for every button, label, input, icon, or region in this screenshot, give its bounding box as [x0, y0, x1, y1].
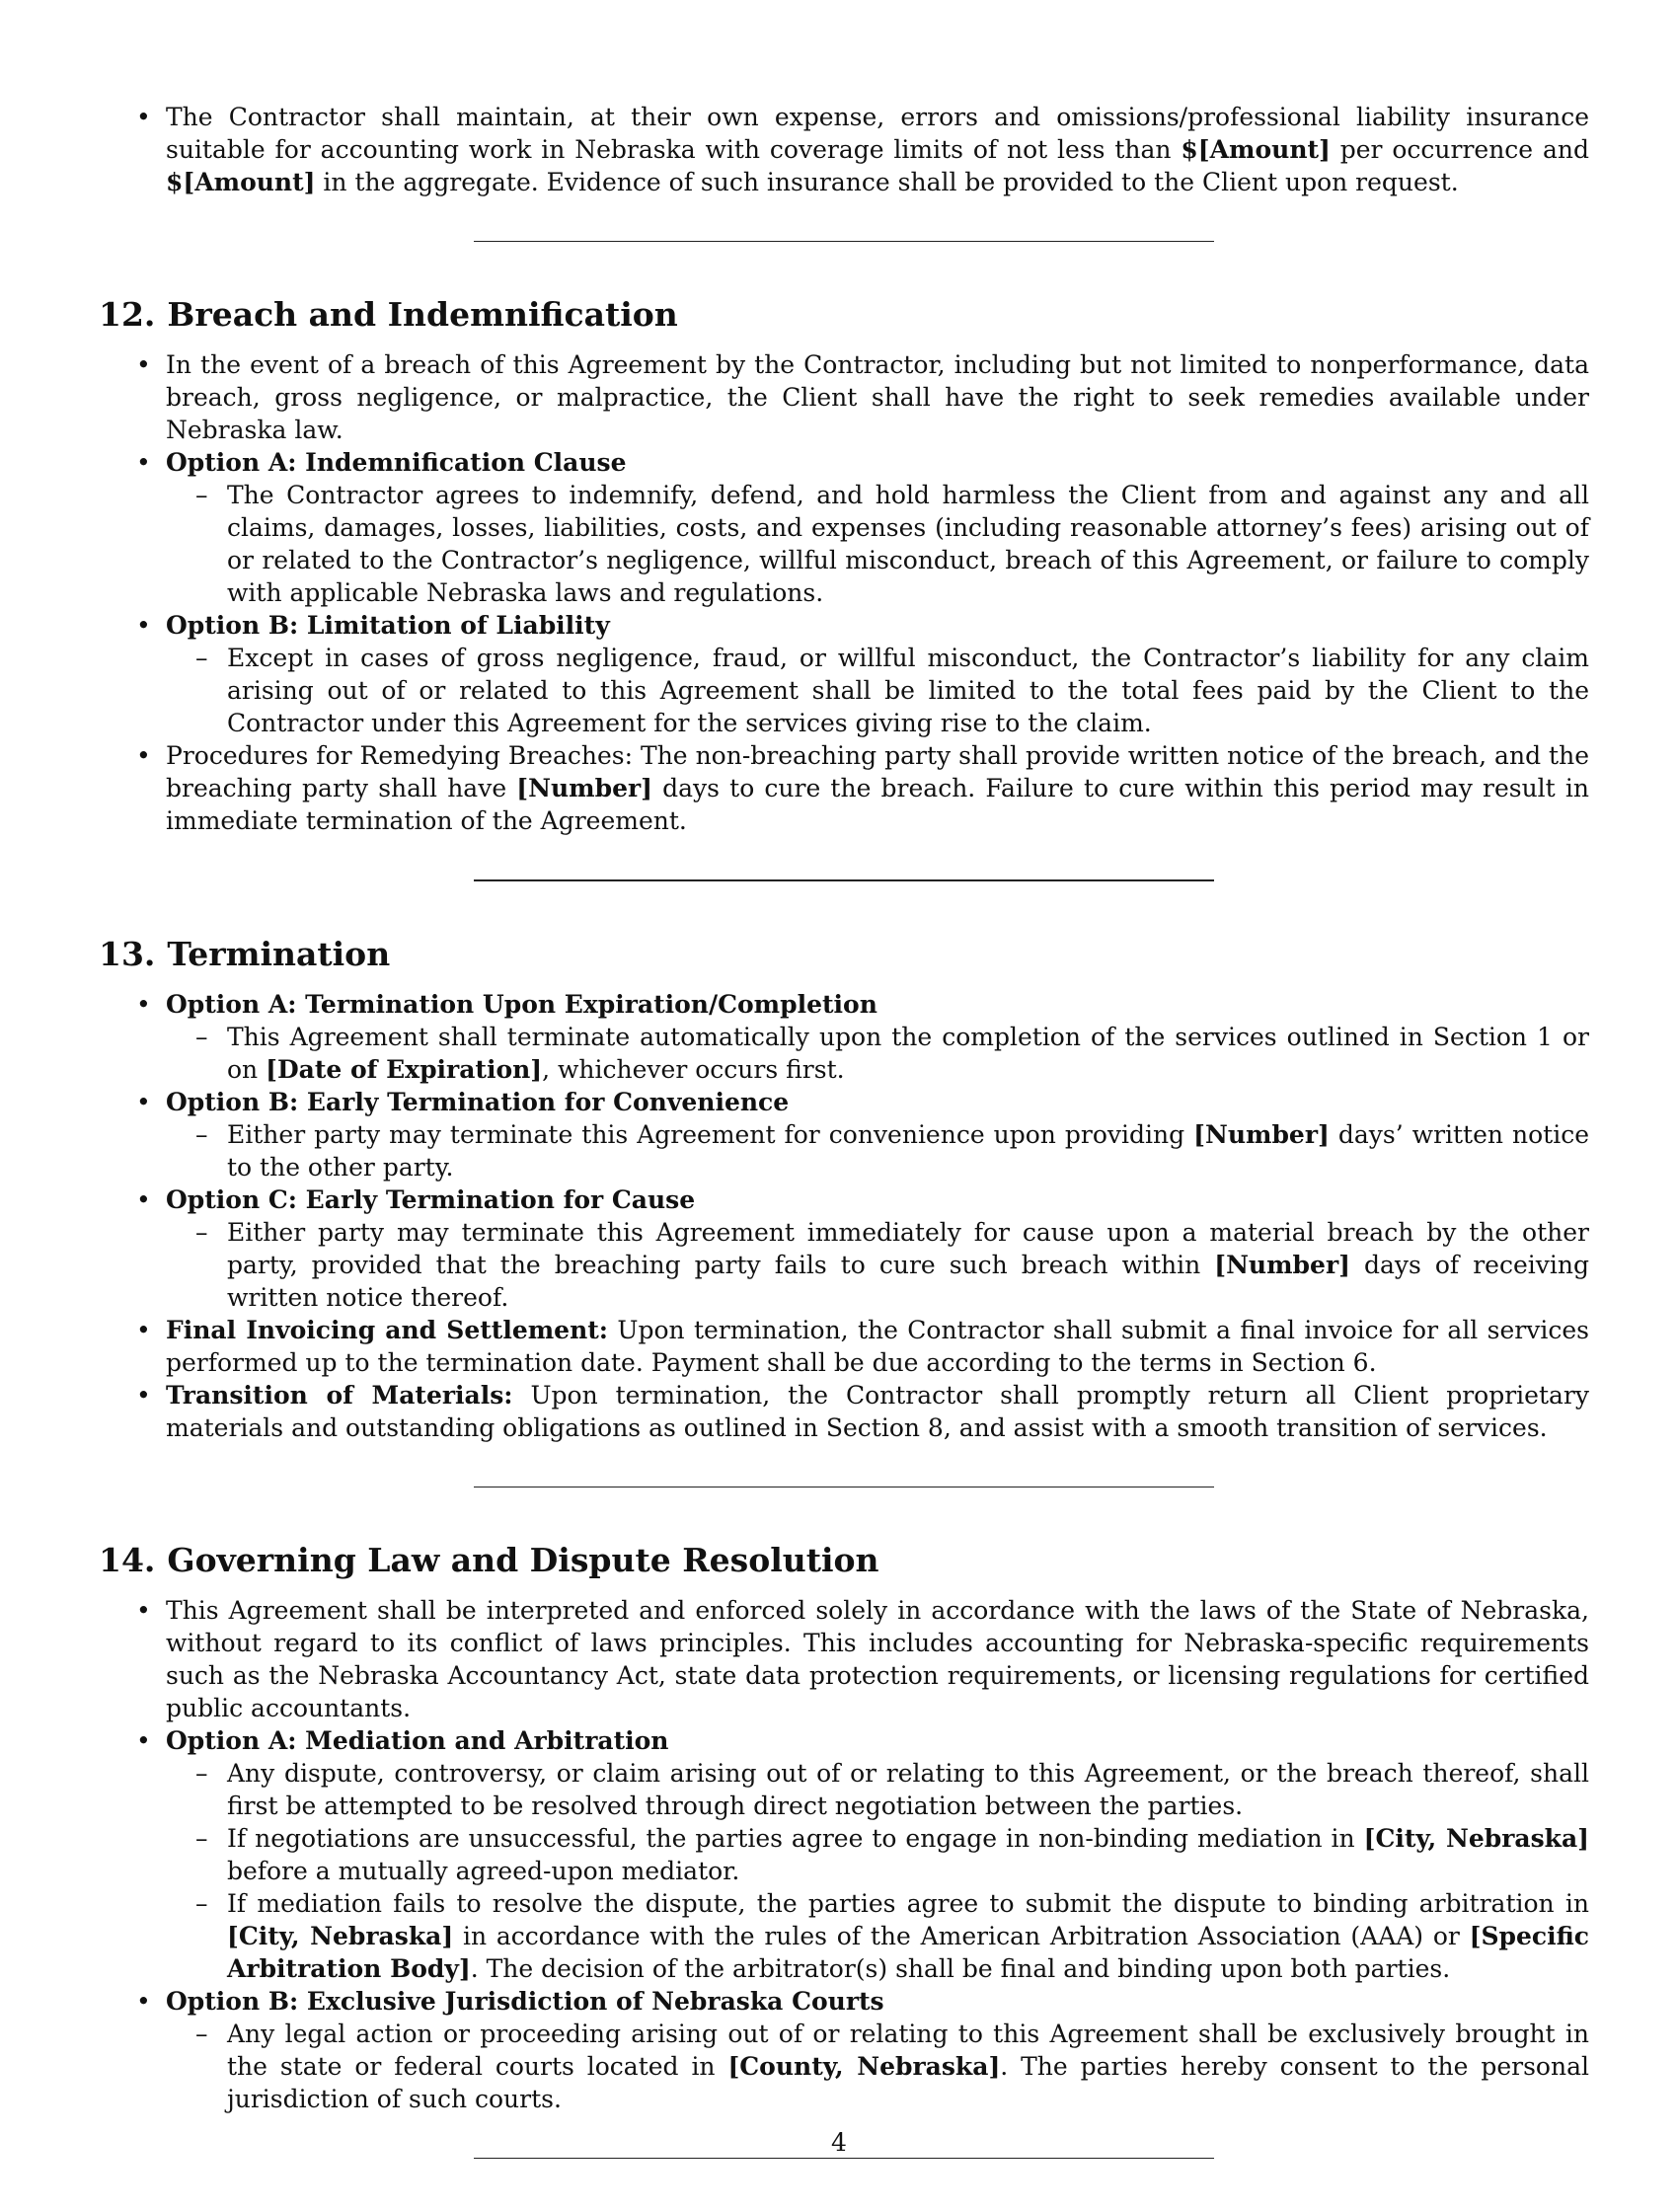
list-item: [166, 1183, 1589, 1314]
option-label: Option A: Indemnification Clause: [166, 448, 627, 477]
text: This Agreement shall terminate automatically upon the completion of the services outlined in Section 1 or on: [227, 1023, 1589, 1084]
section-heading-12: [99, 295, 1589, 335]
text: days of receiving written notice thereof.: [227, 1251, 1589, 1312]
section-number: 13.: [99, 935, 156, 973]
list-item: [166, 1724, 1589, 1985]
list-item: [166, 348, 1589, 446]
item-label: Final Invoicing and Settlement:: [166, 1316, 609, 1344]
section-title: Governing Law and Dispute Resolution: [167, 1541, 879, 1579]
placeholder-number: [Number]: [516, 774, 652, 802]
option-label: Option A: Termination Upon Expiration/Completion: [166, 990, 877, 1019]
section-number: 12.: [99, 295, 156, 334]
text: Any legal action or proceeding arising out of or relating to this Agreement shall be exclusively brought in the state or federal courts located in: [227, 2020, 1589, 2081]
list-item: [166, 739, 1589, 837]
item-label: Transition of Materials:: [166, 1381, 513, 1410]
page-content: [99, 101, 1589, 2212]
page-number: 4: [831, 2128, 847, 2157]
text: If mediation fails to resolve the dispute, the parties agree to submit the dispute to binding arbitration in: [227, 1889, 1589, 1918]
text: Upon termination, the Contractor shall submit a final invoice for all services performed up to the termination date. Payment shall be due according to the terms in Section 6.: [166, 1316, 1589, 1377]
placeholder-number: [Number]: [1193, 1120, 1330, 1149]
text: Either party may terminate this Agreement for convenience upon providing: [227, 1120, 1194, 1149]
option-label: Option B: Limitation of Liability: [166, 611, 610, 640]
option-label: Option B: Early Termination for Convenience: [166, 1088, 790, 1116]
section-divider: [474, 879, 1214, 881]
text: Except in cases of gross negligence, fraud, or willful misconduct, the Contractor’s liability for any claim arising out of or related to this Agreement shall be limited to the total fees paid by the Client to the Contractor under this Agreement for the services giving rise to the claim.: [227, 644, 1589, 737]
text: days to cure the breach. Failure to cure within this period may result in immediate termination of the Agreement.: [166, 774, 1589, 835]
list-item: [166, 446, 1589, 609]
sub-item: [227, 642, 1589, 739]
section-heading-14: [99, 1541, 1589, 1580]
text: In the event of a breach of this Agreement by the Contractor, including but not limited to nonperformance, data breach, gross negligence, or malpractice, the Client shall have the right to seek remedies available under Nebraska law.: [166, 350, 1589, 444]
text: Any dispute, controversy, or claim arising out of or relating to this Agreement, or the breach thereof, shall first be attempted to be resolved through direct negotiation between the parties.: [227, 1759, 1589, 1820]
placeholder-county: [County, Nebraska]: [727, 2052, 1001, 2081]
list-item: [166, 1594, 1589, 1724]
sub-item: [227, 1887, 1589, 1985]
sub-list: [166, 479, 1589, 609]
section-14-list: [99, 1594, 1589, 2115]
option-label: Option B: Exclusive Jurisdiction of Nebraska Courts: [166, 1987, 884, 2016]
sub-list: [166, 1021, 1589, 1086]
section-title: Breach and Indemnification: [167, 295, 678, 334]
sub-item: [227, 2018, 1589, 2115]
list-item: [166, 1379, 1589, 1444]
placeholder-number: [Number]: [1214, 1251, 1350, 1279]
text: If negotiations are unsuccessful, the parties agree to engage in non-binding mediation in: [227, 1824, 1364, 1853]
text: . The parties hereby consent to the personal jurisdiction of such courts.: [227, 2052, 1589, 2113]
section-heading-13: [99, 935, 1589, 974]
sub-item: [227, 479, 1589, 609]
sub-item: [227, 1118, 1589, 1183]
text: Procedures for Remedying Breaches: The non-breaching party shall provide written notice of the breach, and the breaching party shall have: [166, 741, 1589, 802]
placeholder-city: [City, Nebraska]: [227, 1922, 454, 1950]
sub-list: [166, 1118, 1589, 1183]
list-item: [166, 1314, 1589, 1379]
list-item: [166, 1985, 1589, 2115]
list-item: [166, 1086, 1589, 1183]
option-label: Option C: Early Termination for Cause: [166, 1185, 696, 1214]
text: Either party may terminate this Agreement immediately for cause upon a material breach by the other party, provided that the breaching party fails to cure such breach within: [227, 1218, 1589, 1279]
section-divider: [474, 241, 1214, 242]
text: The Contractor agrees to indemnify, defend, and hold harmless the Client from and against any and all claims, damages, losses, liabilities, costs, and expenses (including reasonable attorney’s fees) arising out of or related to the Contractor’s negligence, willful misconduct, breach of this Agreement, or failure to comply with applicable Nebraska laws and regulations.: [227, 481, 1589, 607]
sub-list: [166, 1216, 1589, 1314]
text: per occurrence and: [1330, 135, 1589, 164]
text: The Contractor shall maintain, at their own expense, errors and omissions/professional liability insurance suitable for accounting work in Nebraska with coverage limits of not less than: [166, 103, 1589, 164]
sub-item: [227, 1822, 1589, 1887]
text: in the aggregate. Evidence of such insurance shall be provided to the Client upon request.: [315, 168, 1459, 196]
option-label: Option A: Mediation and Arbitration: [166, 1726, 669, 1755]
placeholder-amount: $[Amount]: [166, 168, 316, 196]
text: . The decision of the arbitrator(s) shall be final and binding upon both parties.: [470, 1954, 1451, 1983]
section-12-list: [99, 348, 1589, 837]
section-number: 14.: [99, 1541, 156, 1579]
text: , whichever occurs first.: [542, 1055, 845, 1084]
list-item: [166, 609, 1589, 739]
sub-item: [227, 1216, 1589, 1314]
sub-item: [227, 1021, 1589, 1086]
text: This Agreement shall be interpreted and enforced solely in accordance with the laws of the State of Nebraska, without regard to its conflict of laws principles. This includes accounting for Nebraska-specific requirements such as the Nebraska Accountancy Act, state data protection requirements, or licensing regulations for certified public accountants.: [166, 1596, 1589, 1722]
sub-list: [166, 2018, 1589, 2115]
text: days’ written notice to the other party.: [227, 1120, 1589, 1182]
insurance-list: [99, 101, 1589, 198]
placeholder-city: [City, Nebraska]: [1363, 1824, 1589, 1853]
text: Upon termination, the Contractor shall promptly return all Client proprietary materials and outstanding obligations as outlined in Section 8, and assist with a smooth transition of services.: [166, 1381, 1589, 1442]
insurance-bullet: [166, 101, 1589, 198]
sub-list: [166, 642, 1589, 739]
text: in accordance with the rules of the American Arbitration Association (AAA) or: [453, 1922, 1470, 1950]
section-title: Termination: [167, 935, 391, 973]
placeholder-date: [Date of Expiration]: [266, 1055, 543, 1084]
placeholder-arbitration-body: [Specific Arbitration Body]: [227, 1922, 1589, 1983]
placeholder-amount: $[Amount]: [1181, 135, 1331, 164]
section-divider: [474, 2158, 1214, 2159]
list-item: [166, 988, 1589, 1086]
section-13-list: [99, 988, 1589, 1444]
sub-list: [166, 1757, 1589, 1985]
sub-item: [227, 1757, 1589, 1822]
text: before a mutually agreed-upon mediator.: [227, 1857, 740, 1885]
